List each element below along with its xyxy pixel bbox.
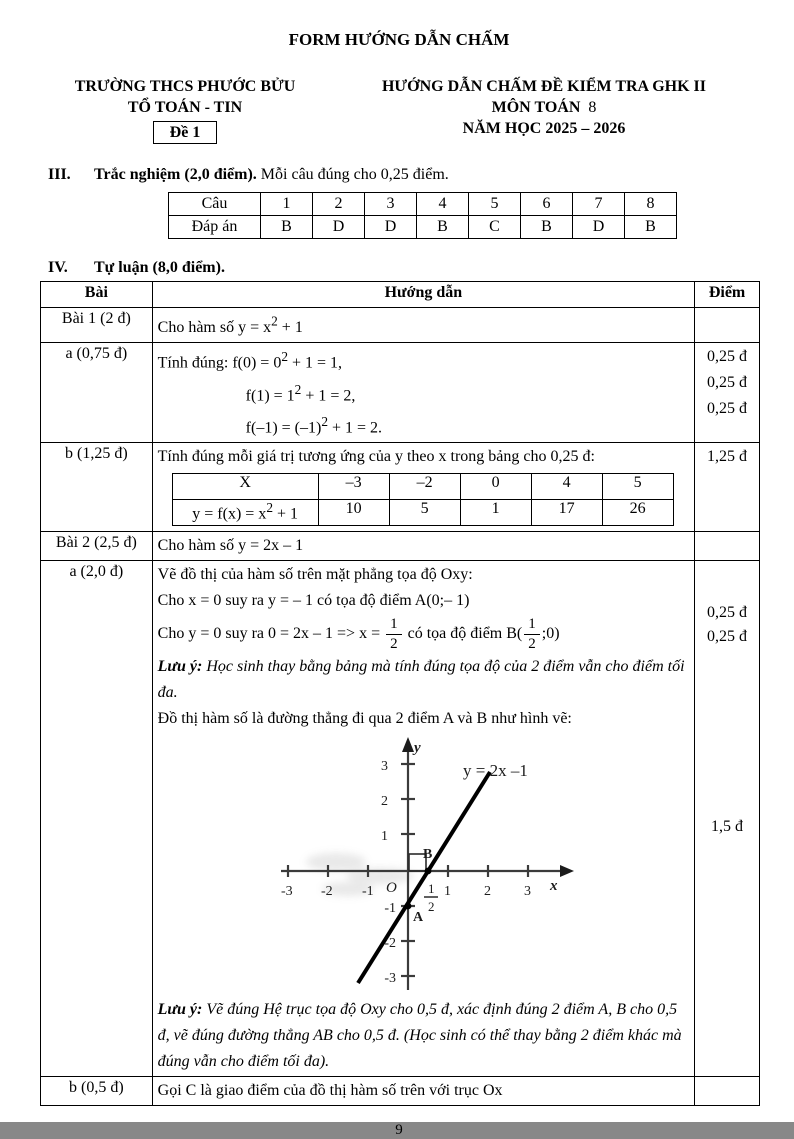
x-row-label: X — [172, 474, 318, 500]
answer-value: B — [417, 216, 469, 239]
equation-label: y = 2x –1 — [462, 761, 528, 781]
x-tick-label: -3 — [280, 884, 293, 900]
problem-statement: Cho hàm số $y = x^2 + 1$ — [152, 308, 694, 343]
department-name: TỔ TOÁN - TIN — [127, 99, 243, 116]
question-number: 3 — [365, 193, 417, 216]
fraction: $\frac{1}{2}$ — [524, 616, 540, 653]
grade-number: 8 — [588, 99, 597, 116]
solution-line: Cho x = 0 suy ra y = – 1 có tọa độ điểm A(0;– 1) — [157, 592, 470, 610]
points-cell — [695, 308, 760, 343]
solution-line: Vẽ đồ thị của hàm số trên mặt phẳng tọa độ Oxy: — [157, 566, 473, 584]
table-row-2a — [41, 561, 760, 1077]
school-year: NĂM HỌC 2025 – 2026 — [462, 120, 626, 137]
note-text: Lưu ý: Vẽ đúng Hệ trục tọa độ Oxy cho 0,5 đ, xác định đúng 2 điểm A, B cho 0,5 đ, vẽ đúng đường thẳng AB cho 0,5 đ. (Học sinh có thể thay bằng 2 điểm khác mà đúng vẫn cho điểm tối đa). — [157, 1001, 682, 1071]
origin-label: O — [385, 880, 397, 897]
y-tick-label: -2 — [383, 936, 396, 952]
table-row-bai2 — [41, 532, 760, 561]
problem-statement: Cho hàm số y = 2x – 1 — [152, 532, 694, 561]
solution-line: Đồ thị hàm số là đường thẳng đi qua 2 điểm A và B như hình vẽ: — [157, 710, 572, 728]
col-header-bai: Bài — [41, 282, 153, 308]
table-row-2b — [41, 1077, 760, 1106]
y-tick-label: 1 — [380, 829, 388, 845]
problem-label: Bài 2 (2,5 đ) — [41, 532, 153, 561]
point-value: 0,25 đ — [707, 400, 748, 418]
part-label: b (1,25 đ) — [41, 443, 153, 532]
table-row-bai1 — [41, 308, 760, 343]
section4-numeral: IV. — [48, 259, 68, 276]
y-tick-label: -3 — [383, 971, 396, 987]
point-value: 1,25 đ — [707, 448, 748, 466]
document-header — [40, 76, 758, 144]
y-row-label: $y = f(x) = x^2 + 1$ — [172, 500, 318, 526]
page-number: 9 — [395, 1122, 403, 1139]
answer-value: B — [521, 216, 573, 239]
part-label: a (0,75 đ) — [41, 343, 153, 443]
answer-value: B — [261, 216, 313, 239]
note-text: Lưu ý: Học sinh thay bằng bảng mà tính đúng tọa độ của 2 điểm vẫn cho điểm tối đa. — [157, 658, 685, 702]
table-row — [172, 474, 673, 500]
y-value: 1 — [460, 500, 531, 526]
x-value: 0 — [460, 474, 531, 500]
table-row — [169, 193, 677, 216]
question-number: 7 — [573, 193, 625, 216]
solution-steps — [152, 443, 694, 532]
y-value: 26 — [602, 500, 673, 526]
section3-heading — [40, 166, 758, 184]
multiple-choice-answer-table — [168, 192, 677, 239]
question-number: 2 — [313, 193, 365, 216]
question-number: 8 — [625, 193, 677, 216]
header-left-block — [40, 76, 330, 144]
exam-code-box: Đề 1 — [153, 121, 218, 144]
y-axis-label: y — [413, 740, 421, 757]
part-label: b (0,5 đ) — [41, 1077, 153, 1106]
answer-value: D — [365, 216, 417, 239]
y-value: 17 — [531, 500, 602, 526]
points-cell — [695, 343, 760, 443]
y-value: 10 — [318, 500, 389, 526]
table-row — [169, 216, 677, 239]
question-number: 6 — [521, 193, 573, 216]
function-graph — [278, 734, 689, 997]
x-axis-arrow-icon — [560, 865, 574, 877]
point-b-label: B — [422, 847, 432, 863]
question-number: 1 — [261, 193, 313, 216]
table-row-1b — [41, 443, 760, 532]
section3-subtext: Mỗi câu đúng cho 0,25 điểm. — [256, 166, 449, 183]
y-tick-label: 2 — [380, 794, 388, 810]
point-a-dot — [404, 903, 411, 910]
x-axis-label: x — [549, 878, 558, 895]
point-value: 0,25 đ — [707, 604, 748, 622]
answer-value: B — [625, 216, 677, 239]
answer-value: D — [313, 216, 365, 239]
question-number: 4 — [417, 193, 469, 216]
point-value: 0,25 đ — [707, 628, 748, 646]
section4-title: Tự luận (8,0 điểm). — [94, 259, 225, 276]
value-table — [172, 473, 674, 526]
points-cell — [695, 561, 760, 1077]
y-tick-label: 3 — [380, 759, 388, 775]
form-title: FORM HƯỚNG DẪN CHẤM — [288, 30, 510, 49]
point-value: 0,25 đ — [707, 348, 748, 366]
answer-value: D — [573, 216, 625, 239]
x-tick-label: 2 — [483, 884, 491, 900]
question-row-label: Câu — [169, 193, 261, 216]
table-row — [172, 500, 673, 526]
points-cell — [695, 532, 760, 561]
solution-steps — [152, 561, 694, 1077]
answer-row-label: Đáp án — [169, 216, 261, 239]
half-fraction-numerator: 1 — [427, 881, 435, 897]
solution-line-with-fractions: Cho y = 0 suy ra 0 = 2x – 1 => x = $\frac{1}{2}$ có tọa độ điểm B( $\frac{1}{2}$ ;0) — [157, 616, 560, 653]
table-row-1a — [41, 343, 760, 443]
instruction-text: Tính đúng mỗi giá trị tương ứng của y theo x trong bảng cho 0,25 đ: — [157, 448, 595, 466]
school-name: TRƯỜNG THCS PHƯỚC BỬU — [74, 78, 296, 95]
header-right-block — [330, 76, 758, 144]
y-value: 5 — [389, 500, 460, 526]
point-value: 1,5 đ — [711, 818, 744, 836]
x-tick-label: -1 — [361, 884, 374, 900]
doc-subtitle: HƯỚNG DẪN CHẤM ĐỀ KIỂM TRA GHK II — [381, 78, 706, 95]
col-header-diem: Điểm — [695, 282, 760, 308]
point-value: 0,25 đ — [707, 374, 748, 392]
y-axis-arrow-icon — [402, 737, 414, 752]
section3-title: Trắc nghiệm (2,0 điểm). — [94, 166, 257, 183]
x-value: 5 — [602, 474, 673, 500]
x-value: –3 — [318, 474, 389, 500]
x-tick-label: -2 — [320, 884, 333, 900]
problem-label: Bài 1 (2 đ) — [41, 308, 153, 343]
part-label: a (2,0 đ) — [41, 561, 153, 1077]
section3-numeral: III. — [48, 166, 71, 183]
fraction: $\frac{1}{2}$ — [386, 616, 402, 653]
y-tick-label: -1 — [383, 901, 396, 917]
point-b-dot — [424, 868, 431, 875]
x-tick-label: 3 — [523, 884, 531, 900]
section4-heading — [40, 259, 758, 277]
answer-value: C — [469, 216, 521, 239]
x-tick-label: 1 — [443, 884, 451, 900]
subject-line: MÔN TOÁN 8 — [491, 99, 597, 116]
points-cell — [695, 443, 760, 532]
x-value: 4 — [531, 474, 602, 500]
solution-steps: Gọi C là giao điểm của đồ thị hàm số trên với trục Ox — [152, 1077, 694, 1106]
table-header-row — [41, 282, 760, 308]
solution-steps: Tính đúng: $f(0) = 0^2 + 1 = 1$, $f(1) = 1^2 + 1 = 2$, $f(-1) = (-1)^2 + 1 = 2$. — [152, 343, 694, 443]
half-fraction-denominator: 2 — [427, 899, 435, 915]
x-value: –2 — [389, 474, 460, 500]
point-a-label: A — [412, 910, 423, 926]
question-number: 5 — [469, 193, 521, 216]
col-header-huongdan: Hướng dẫn — [152, 282, 694, 308]
essay-grading-table — [40, 281, 760, 1106]
points-cell — [695, 1077, 760, 1106]
